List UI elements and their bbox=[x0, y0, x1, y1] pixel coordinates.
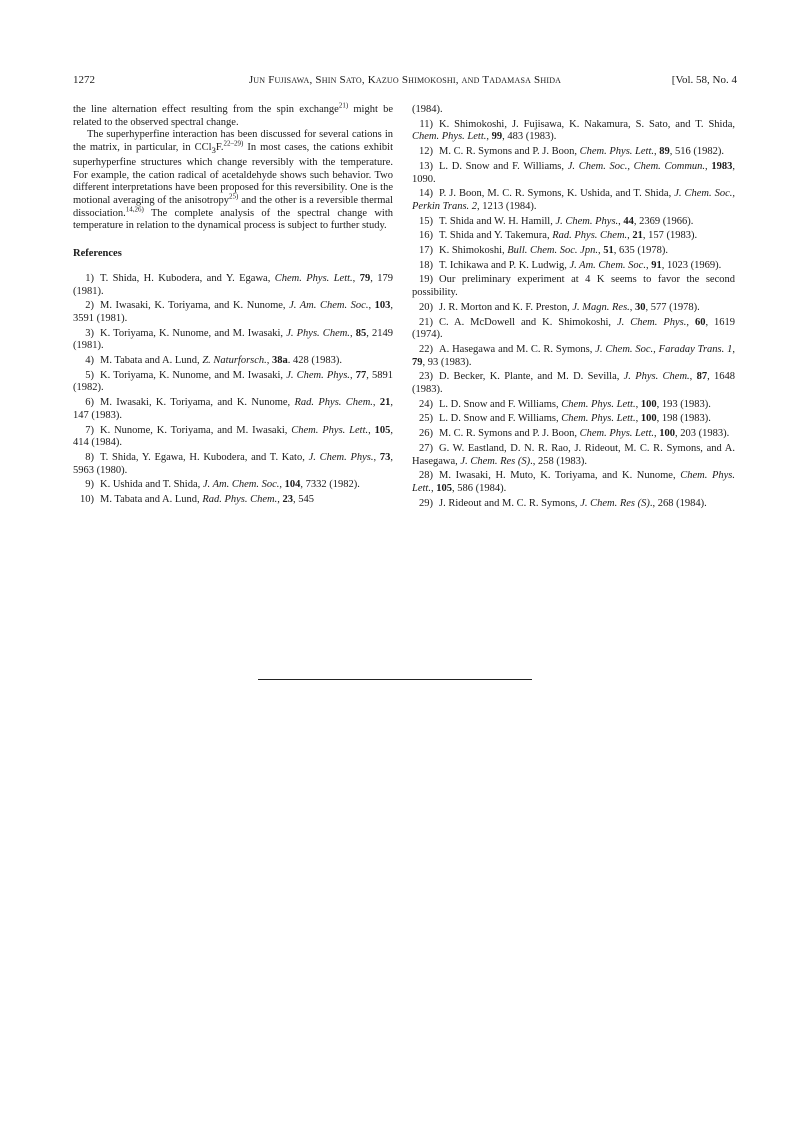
reference-journal: J. Chem. Soc., Faraday Trans. 1 bbox=[595, 343, 733, 355]
reference-volume: 85 bbox=[355, 327, 367, 339]
reference-authors: M. Iwasaki, K. Toriyama, and K. Nunome, bbox=[100, 300, 290, 312]
reference-authors: J. Rideout and M. C. R. Symons, bbox=[439, 497, 581, 509]
reference-item bbox=[412, 399, 735, 412]
reference-item bbox=[412, 470, 735, 495]
reference-item bbox=[412, 498, 735, 511]
reference-authors: L. D. Snow and F. Williams, bbox=[439, 398, 562, 410]
reference-separator: , bbox=[368, 300, 375, 312]
reference-volume: 79 bbox=[359, 272, 371, 284]
reference-number: 21) bbox=[419, 316, 433, 328]
reference-item bbox=[73, 425, 393, 450]
reference-details: , 635 (1978). bbox=[613, 245, 668, 257]
reference-details: , 5891 (1982). bbox=[73, 369, 393, 394]
reference-item bbox=[412, 317, 735, 342]
reference-item bbox=[73, 300, 393, 325]
reference-details: , 7332 (1982). bbox=[300, 479, 360, 491]
reference-item bbox=[73, 355, 393, 368]
reference-details: , 93 (1983). bbox=[422, 356, 472, 368]
reference-number: 3) bbox=[85, 327, 94, 339]
reference-item bbox=[412, 344, 735, 369]
left-column bbox=[73, 101, 394, 509]
reference-journal: Chem. Phys. Lett. bbox=[561, 398, 636, 410]
reference-details: , 1090. bbox=[412, 160, 736, 185]
references-list-right bbox=[412, 119, 735, 511]
reference-separator: , bbox=[645, 259, 652, 271]
reference-details: 268 (1984). bbox=[657, 497, 707, 509]
reference-number: 18) bbox=[419, 259, 433, 271]
reference-item bbox=[412, 230, 735, 243]
reference-item bbox=[412, 245, 735, 258]
reference-details: , 1619 (1974). bbox=[412, 316, 736, 341]
reference-separator: , bbox=[486, 131, 492, 143]
reference-volume: 1983 bbox=[711, 160, 733, 172]
page-number: 1272 bbox=[73, 74, 95, 86]
reference-volume: 60 bbox=[694, 316, 706, 328]
reference-volume: 77 bbox=[355, 369, 367, 381]
reference-number: 4) bbox=[85, 355, 94, 367]
reference-journal: J. Am. Chem. Soc. bbox=[289, 300, 369, 312]
reference-journal: J. Am. Chem. Soc. bbox=[202, 479, 280, 491]
reference-details: 1213 (1984). bbox=[482, 200, 537, 212]
subscript: 3 bbox=[211, 145, 216, 156]
reference-volume: 73 bbox=[379, 451, 391, 463]
citation-sup: 14,26) bbox=[125, 205, 144, 214]
reference-continuation: (1984). bbox=[412, 104, 443, 115]
volume-info: [Vol. 58, No. 4 bbox=[671, 74, 737, 86]
reference-details: , 147 (1983). bbox=[73, 397, 393, 421]
citation-sup: 21) bbox=[338, 101, 349, 110]
reference-journal: J. Chem. Phys. bbox=[308, 451, 374, 463]
reference-separator: , bbox=[654, 428, 660, 440]
reference-number: 9) bbox=[85, 479, 94, 491]
reference-authors: M. C. R. Symons and P. J. Boon, bbox=[439, 146, 580, 158]
reference-number: 24) bbox=[419, 398, 433, 410]
reference-separator: , bbox=[705, 160, 712, 172]
reference-journal: Bull. Chem. Soc. Jpn. bbox=[507, 245, 598, 257]
reference-journal: J. Phys. Chem. bbox=[623, 371, 690, 383]
reference-authors: K. Ushida and T. Shida, bbox=[100, 479, 203, 491]
reference-separator: , bbox=[627, 230, 633, 242]
reference-separator: , bbox=[349, 369, 356, 381]
reference-journal: J. Chem. Phys. bbox=[617, 316, 687, 328]
reference-item bbox=[412, 413, 735, 426]
reference-volume: 44 bbox=[623, 215, 634, 227]
reference-journal: Chem. Phys. Lett. bbox=[291, 424, 369, 436]
reference-separator: , bbox=[597, 245, 604, 257]
reference-item bbox=[73, 397, 393, 422]
reference-number: 8) bbox=[85, 451, 94, 463]
reference-details: , 203 (1983). bbox=[675, 428, 730, 440]
reference-authors: Our preliminary experiment at 4 K seems to favor the second possibility. bbox=[412, 274, 735, 299]
reference-authors: T. Shida and W. H. Hamill, bbox=[439, 215, 556, 227]
reference-number: 28) bbox=[419, 470, 433, 482]
reference-item bbox=[73, 479, 393, 492]
reference-details: , 179 (1981). bbox=[73, 272, 394, 297]
reference-separator: , bbox=[373, 451, 380, 463]
reference-details: , 198 (1983). bbox=[656, 413, 711, 425]
reference-volume: 103 bbox=[374, 300, 391, 312]
references-list-left bbox=[73, 273, 393, 507]
reference-separator: , bbox=[477, 200, 483, 212]
reference-item bbox=[73, 328, 393, 353]
reference-separator: , bbox=[654, 146, 660, 158]
reference-journal: J. Phys. Chem. bbox=[286, 327, 350, 339]
reference-authors: A. Hasegawa and M. C. R. Symons, bbox=[439, 343, 596, 355]
reference-journal: Chem. Phys. Lett. bbox=[561, 413, 636, 425]
reference-authors: T. Ichikawa and P. K. Ludwig, bbox=[439, 259, 570, 271]
reference-authors: J. R. Morton and K. F. Preston, bbox=[439, 301, 573, 313]
reference-separator: , bbox=[732, 343, 735, 355]
reference-separator: , bbox=[618, 215, 624, 227]
reference-separator: ., bbox=[530, 455, 538, 467]
reference-number: 5) bbox=[85, 369, 94, 381]
reference-journal: J. Chem. Soc., Chem. Commun. bbox=[567, 160, 706, 172]
reference-authors: T. Shida, Y. Egawa, H. Kubodera, and T. Kato, bbox=[100, 451, 309, 463]
reference-number: 17) bbox=[419, 245, 433, 257]
reference-journal: Rad. Phys. Chem. bbox=[202, 494, 278, 506]
reference-volume: 100 bbox=[640, 398, 657, 410]
reference-item bbox=[73, 370, 393, 395]
reference-authors: C. A. McDowell and K. Shimokoshi, bbox=[439, 316, 618, 328]
reference-authors: M. Iwasaki, H. Muto, K. Toriyama, and K. Nunome, bbox=[439, 470, 681, 482]
reference-item bbox=[412, 443, 735, 468]
reference-separator: , bbox=[430, 482, 437, 494]
text: The complete analysis of the spectral change with temperature in relation to the dynamical process is subject to further study. bbox=[73, 207, 393, 232]
reference-number: 14) bbox=[419, 188, 433, 200]
references-heading: References bbox=[73, 248, 122, 260]
reference-volume: 100 bbox=[659, 428, 675, 440]
reference-separator: , bbox=[349, 327, 356, 339]
reference-details: , 577 (1978). bbox=[645, 301, 700, 313]
reference-item bbox=[412, 371, 735, 396]
body-paragraph-2 bbox=[73, 129, 393, 233]
reference-number: 10) bbox=[80, 494, 94, 506]
reference-journal: Chem. Phys. Lett. bbox=[412, 470, 735, 494]
reference-authors: K. Nunome, K. Toriyama, and M. Iwasaki, bbox=[100, 424, 292, 436]
reference-separator: , bbox=[277, 494, 283, 506]
text: might be related to the observed spectral change. bbox=[73, 104, 393, 128]
text: In most cases, the cations exhibit superhyperfine structures which change reversibly with the temperature. For example, the cation radical of acetaldehyde shows such behavior. Two different interpretations have been proposed for this reversibility. One is the motional averaging of the anisotropy bbox=[73, 142, 393, 207]
reference-number: 23) bbox=[419, 371, 433, 383]
reference-separator: , bbox=[635, 413, 641, 425]
reference-volume: 89 bbox=[659, 146, 670, 158]
reference-number: 11) bbox=[419, 118, 433, 130]
reference-details: , 414 (1984). bbox=[73, 424, 393, 449]
citation-sup: 22–29) bbox=[223, 139, 244, 148]
reference-number: 2) bbox=[85, 300, 94, 312]
reference-number: 7) bbox=[85, 424, 94, 436]
reference-journal: Rad. Phys. Chem. bbox=[552, 230, 628, 242]
reference-volume: 79 bbox=[412, 356, 423, 368]
reference-item bbox=[412, 274, 735, 299]
reference-volume: 21 bbox=[379, 397, 391, 409]
reference-journal: Chem. Phys. Lett. bbox=[579, 146, 654, 158]
body-paragraph-1 bbox=[73, 101, 393, 129]
reference-journal: J. Chem. Phys. bbox=[555, 215, 619, 227]
reference-journal: Rad. Phys. Chem. bbox=[294, 397, 373, 409]
reference-details: , 157 (1983). bbox=[642, 230, 698, 242]
reference-item bbox=[73, 452, 393, 477]
reference-item bbox=[73, 494, 393, 507]
reference-details: , 5963 (1980). bbox=[73, 451, 394, 476]
reference-journal: J. Chem. Res (S) bbox=[460, 455, 531, 467]
reference-details: , 1648 (1983). bbox=[412, 371, 736, 396]
reference-item bbox=[412, 146, 735, 159]
reference-details: , 483 (1983). bbox=[502, 131, 557, 143]
reference-authors: K. Shimokoshi, bbox=[439, 245, 508, 257]
reference-authors: T. Shida, H. Kubodera, and Y. Egawa, bbox=[100, 272, 275, 284]
reference-authors: P. J. Boon, M. C. R. Symons, K. Ushida, and T. Shida, bbox=[439, 188, 675, 200]
reference-authors: T. Shida and Y. Takemura, bbox=[439, 230, 553, 242]
reference-separator: , bbox=[368, 424, 375, 436]
reference-authors: M. Tabata and A. Lund, bbox=[100, 355, 203, 367]
reference-number: 22) bbox=[419, 343, 433, 355]
reference-journal: J. Magn. Res. bbox=[572, 301, 630, 313]
text: The superhyperfine interaction has been discussed for several cations in the matrix, in particular, in CCl bbox=[73, 129, 393, 154]
reference-item bbox=[412, 161, 735, 186]
reference-volume: 38a bbox=[272, 355, 288, 367]
reference-number: 13) bbox=[419, 160, 433, 172]
reference-number: 19) bbox=[419, 274, 433, 286]
reference-item bbox=[412, 188, 735, 213]
reference-volume: 99 bbox=[491, 131, 503, 143]
reference-volume: 104 bbox=[284, 479, 301, 491]
reference-volume: 21 bbox=[632, 230, 643, 242]
reference-authors: K. Shimokoshi, J. Fujisawa, K. Nakamura, S. Sato, and T. Shida, bbox=[439, 118, 735, 130]
citation-sup: 25) bbox=[229, 192, 239, 201]
reference-volume: 105 bbox=[374, 424, 391, 436]
reference-number: 29) bbox=[419, 497, 433, 509]
reference-number: 12) bbox=[419, 146, 433, 158]
text: F. bbox=[215, 142, 224, 154]
reference-number: 16) bbox=[419, 230, 433, 242]
reference-separator: ., bbox=[649, 497, 658, 509]
reference-number: 27) bbox=[419, 442, 433, 454]
reference-volume: 87 bbox=[696, 371, 708, 383]
reference-item bbox=[73, 273, 393, 298]
running-header bbox=[73, 74, 737, 90]
reference-journal: Chem. Phys. Lett. bbox=[579, 428, 654, 440]
reference-details: , 2369 (1966). bbox=[633, 215, 694, 227]
text: and the other is a reversible thermal dissociation. bbox=[73, 195, 393, 219]
reference-details: . 428 (1983). bbox=[287, 355, 343, 367]
reference-volume: 105 bbox=[436, 482, 452, 494]
reference-separator: , bbox=[689, 371, 697, 383]
reference-number: 25) bbox=[419, 413, 433, 425]
reference-item bbox=[412, 119, 735, 144]
reference-authors: M. C. R. Symons and P. J. Boon, bbox=[439, 428, 580, 440]
reference-item bbox=[412, 216, 735, 229]
reference-authors: K. Toriyama, K. Nunome, and M. Iwasaki, bbox=[100, 369, 287, 381]
reference-volume: 23 bbox=[282, 494, 294, 506]
reference-details: 258 (1983). bbox=[537, 455, 587, 467]
reference-journal: J. Chem. Soc., Perkin Trans. 2 bbox=[412, 188, 735, 212]
right-column bbox=[412, 104, 735, 512]
text: the line alternation effect resulting from the spin exchange bbox=[73, 104, 339, 115]
reference-authors: M. Tabata and A. Lund, bbox=[100, 494, 203, 506]
reference-number: 20) bbox=[419, 301, 433, 313]
reference-authors: D. Becker, K. Plante, and M. D. Sevilla, bbox=[439, 371, 624, 383]
reference-volume: 51 bbox=[603, 245, 614, 257]
reference-separator: , bbox=[686, 316, 695, 328]
reference-journal: J. Am. Chem. Soc. bbox=[569, 259, 646, 271]
reference-volume: 30 bbox=[635, 301, 646, 313]
reference-item bbox=[412, 428, 735, 441]
reference-volume: 100 bbox=[640, 413, 657, 425]
running-authors: Jun Fujisawa, Shin Sato, Kazuo Shimokoshi, and Tadamasa Shida bbox=[248, 74, 562, 86]
reference-item bbox=[412, 302, 735, 315]
reference-volume: 91 bbox=[651, 259, 662, 271]
reference-authors: G. W. Eastland, D. N. R. Rao, J. Rideout, M. C. R. Symons, and A. Hasegawa, bbox=[412, 442, 735, 467]
reference-authors: M. Iwasaki, K. Toriyama, and K. Nunome, bbox=[100, 397, 295, 409]
reference-journal: Chem. Phys. Lett. bbox=[412, 131, 487, 143]
reference-journal: J. Chem. Phys. bbox=[286, 369, 350, 381]
reference-details: , 545 bbox=[293, 494, 315, 506]
reference-journal: J. Chem. Res (S) bbox=[580, 497, 650, 509]
reference-details: , 516 (1982). bbox=[669, 146, 724, 158]
reference-separator: , bbox=[635, 398, 641, 410]
reference-number: 1) bbox=[85, 272, 94, 284]
reference-details: , 2149 (1981). bbox=[73, 327, 393, 352]
reference-details: , 586 (1984). bbox=[451, 482, 507, 494]
reference-journal: Z. Naturforsch. bbox=[202, 355, 267, 367]
reference-details: , 3591 (1981). bbox=[73, 300, 394, 324]
reference-separator: , bbox=[372, 397, 380, 409]
reference-separator: , bbox=[266, 355, 273, 367]
end-rule bbox=[258, 679, 532, 680]
reference-journal: Chem. Phys. Lett. bbox=[274, 272, 353, 284]
reference-separator: , bbox=[629, 301, 636, 313]
reference-authors: K. Toriyama, K. Nunome, and M. Iwasaki, bbox=[100, 327, 287, 339]
reference-number: 26) bbox=[419, 428, 433, 440]
reference-details: , 193 (1983). bbox=[656, 398, 711, 410]
reference-item bbox=[412, 260, 735, 273]
reference-separator: , bbox=[352, 272, 360, 284]
reference-authors: L. D. Snow and F. Williams, bbox=[439, 413, 562, 425]
reference-number: 15) bbox=[419, 215, 433, 227]
reference-details: , 1023 (1969). bbox=[661, 259, 722, 271]
reference-number: 6) bbox=[85, 397, 94, 409]
reference-authors: L. D. Snow and F. Williams, bbox=[439, 160, 568, 172]
reference-separator: , bbox=[279, 479, 285, 491]
